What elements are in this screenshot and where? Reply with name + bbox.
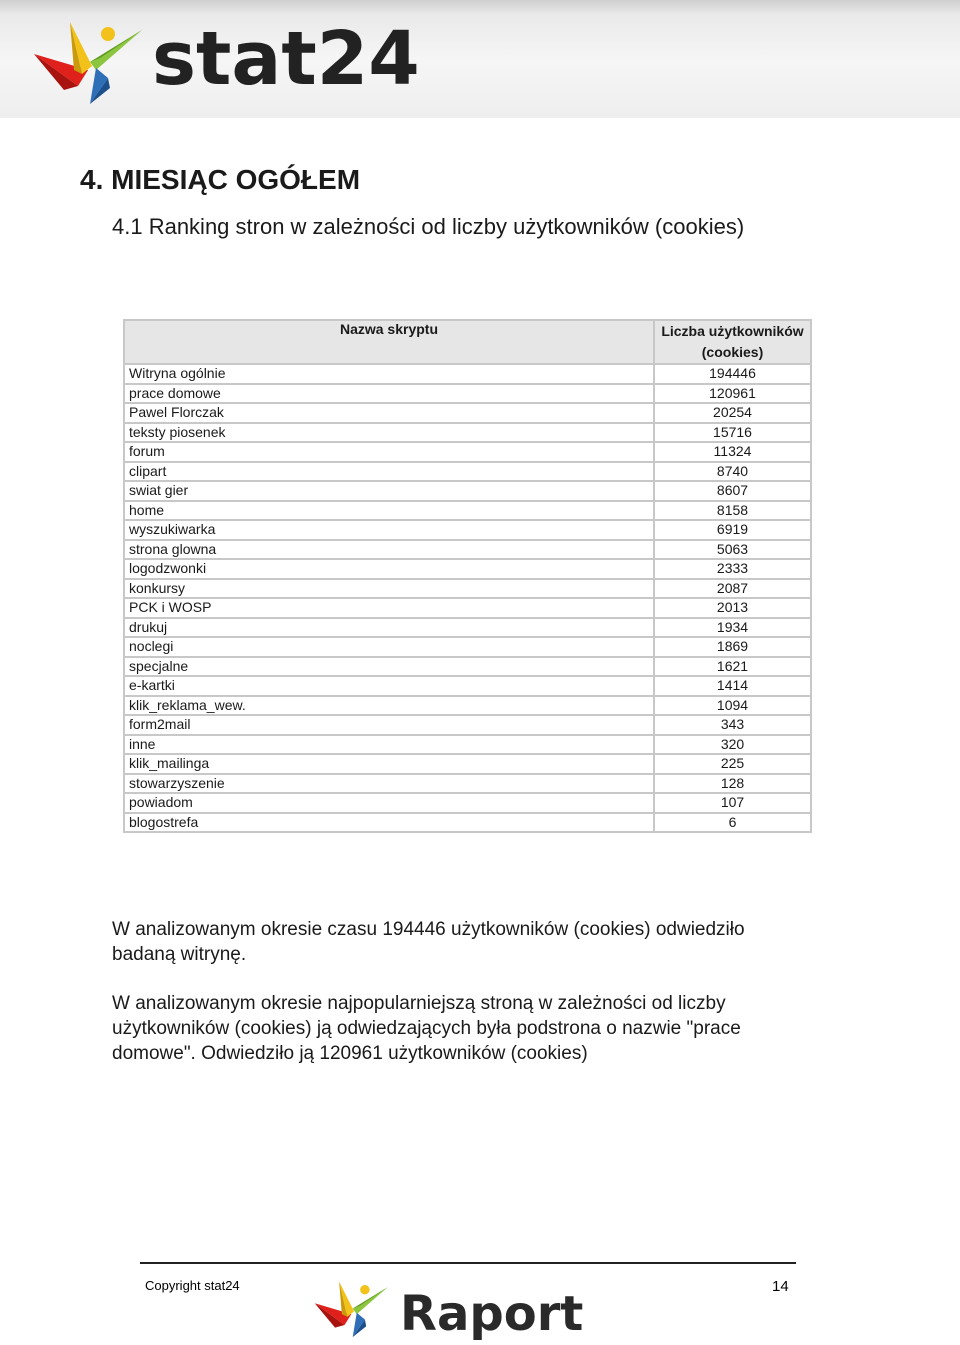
table-row — [124, 384, 811, 404]
row-name: logodzwonki — [124, 559, 654, 579]
row-name: prace domowe — [124, 384, 654, 404]
table-row — [124, 501, 811, 521]
row-value: 5063 — [654, 540, 811, 560]
row-value: 120961 — [654, 384, 811, 404]
row-value: 6 — [654, 813, 811, 833]
row-value: 15716 — [654, 423, 811, 443]
row-value: 2013 — [654, 598, 811, 618]
footer-divider — [140, 1262, 796, 1264]
col-header-value: Liczba użytkowników (cookies) — [654, 320, 811, 364]
ranking-table — [123, 319, 812, 833]
row-name: clipart — [124, 462, 654, 482]
section-heading: 4. MIESIĄC OGÓŁEM — [80, 164, 361, 195]
row-value: 6919 — [654, 520, 811, 540]
raport-brand: Raport — [400, 1286, 584, 1342]
row-name: wyszukiwarka — [124, 520, 654, 540]
table-row — [124, 462, 811, 482]
brand-name: stat24 — [152, 16, 420, 102]
table-row — [124, 813, 811, 833]
stat24-logo-mark-icon — [30, 18, 148, 104]
row-value: 1869 — [654, 637, 811, 657]
row-value: 320 — [654, 735, 811, 755]
table-header-row — [124, 320, 811, 364]
row-value: 20254 — [654, 403, 811, 423]
row-value: 8740 — [654, 462, 811, 482]
popular-page-paragraph: W analizowanym okresie najpopularniejszą stroną w zależności od liczby użytkowników (cookies) ją odwiedzających była podstrona o nazwie "prace domowe". Odwiedziło ją 120961 użytkowników (cookies) — [112, 993, 741, 1064]
row-name: inne — [124, 735, 654, 755]
row-value: 1934 — [654, 618, 811, 638]
row-name: swiat gier — [124, 481, 654, 501]
row-name: PCK i WOSP — [124, 598, 654, 618]
page-number: 14 — [772, 1278, 789, 1295]
row-name: e-kartki — [124, 676, 654, 696]
row-name: drukuj — [124, 618, 654, 638]
table-row — [124, 423, 811, 443]
row-name: klik_mailinga — [124, 754, 654, 774]
row-name: klik_reklama_wew. — [124, 696, 654, 716]
row-name: form2mail — [124, 715, 654, 735]
row-name: forum — [124, 442, 654, 462]
table-row — [124, 403, 811, 423]
row-value: 1094 — [654, 696, 811, 716]
row-name: blogostrefa — [124, 813, 654, 833]
row-value: 8158 — [654, 501, 811, 521]
table-row — [124, 618, 811, 638]
table-row — [124, 442, 811, 462]
col-header-name: Nazwa skryptu — [124, 320, 654, 364]
subsection-heading: 4.1 Ranking stron w zależności od liczby użytkowników (cookies) — [112, 214, 745, 239]
row-name: specjalne — [124, 657, 654, 677]
row-value: 194446 — [654, 364, 811, 384]
row-value: 128 — [654, 774, 811, 794]
row-value: 8607 — [654, 481, 811, 501]
row-value: 2333 — [654, 559, 811, 579]
table-row — [124, 735, 811, 755]
row-value: 2087 — [654, 579, 811, 599]
row-name: noclegi — [124, 637, 654, 657]
table-row — [124, 676, 811, 696]
table-row — [124, 481, 811, 501]
table-row — [124, 579, 811, 599]
row-value: 1414 — [654, 676, 811, 696]
copyright-text: Copyright stat24 — [145, 1278, 240, 1293]
table-row — [124, 696, 811, 716]
table-row — [124, 657, 811, 677]
raport-logo-mark-icon — [312, 1278, 392, 1338]
row-name: konkursy — [124, 579, 654, 599]
row-name: powiadom — [124, 793, 654, 813]
row-value: 1621 — [654, 657, 811, 677]
table-row — [124, 598, 811, 618]
row-value: 343 — [654, 715, 811, 735]
table-row — [124, 364, 811, 384]
row-name: teksty piosenek — [124, 423, 654, 443]
row-name: Witryna ogólnie — [124, 364, 654, 384]
row-name: strona glowna — [124, 540, 654, 560]
row-name: Pawel Florczak — [124, 403, 654, 423]
row-value: 107 — [654, 793, 811, 813]
row-name: stowarzyszenie — [124, 774, 654, 794]
table-row — [124, 637, 811, 657]
row-value: 225 — [654, 754, 811, 774]
table-row — [124, 754, 811, 774]
table-row — [124, 540, 811, 560]
summary-paragraph: W analizowanym okresie czasu 194446 użytkowników (cookies) odwiedziło badaną witrynę. — [112, 919, 745, 965]
table-body — [124, 364, 811, 832]
table-row — [124, 520, 811, 540]
row-name: home — [124, 501, 654, 521]
table-row — [124, 793, 811, 813]
row-value: 11324 — [654, 442, 811, 462]
table-row — [124, 774, 811, 794]
table-row — [124, 715, 811, 735]
table-row — [124, 559, 811, 579]
